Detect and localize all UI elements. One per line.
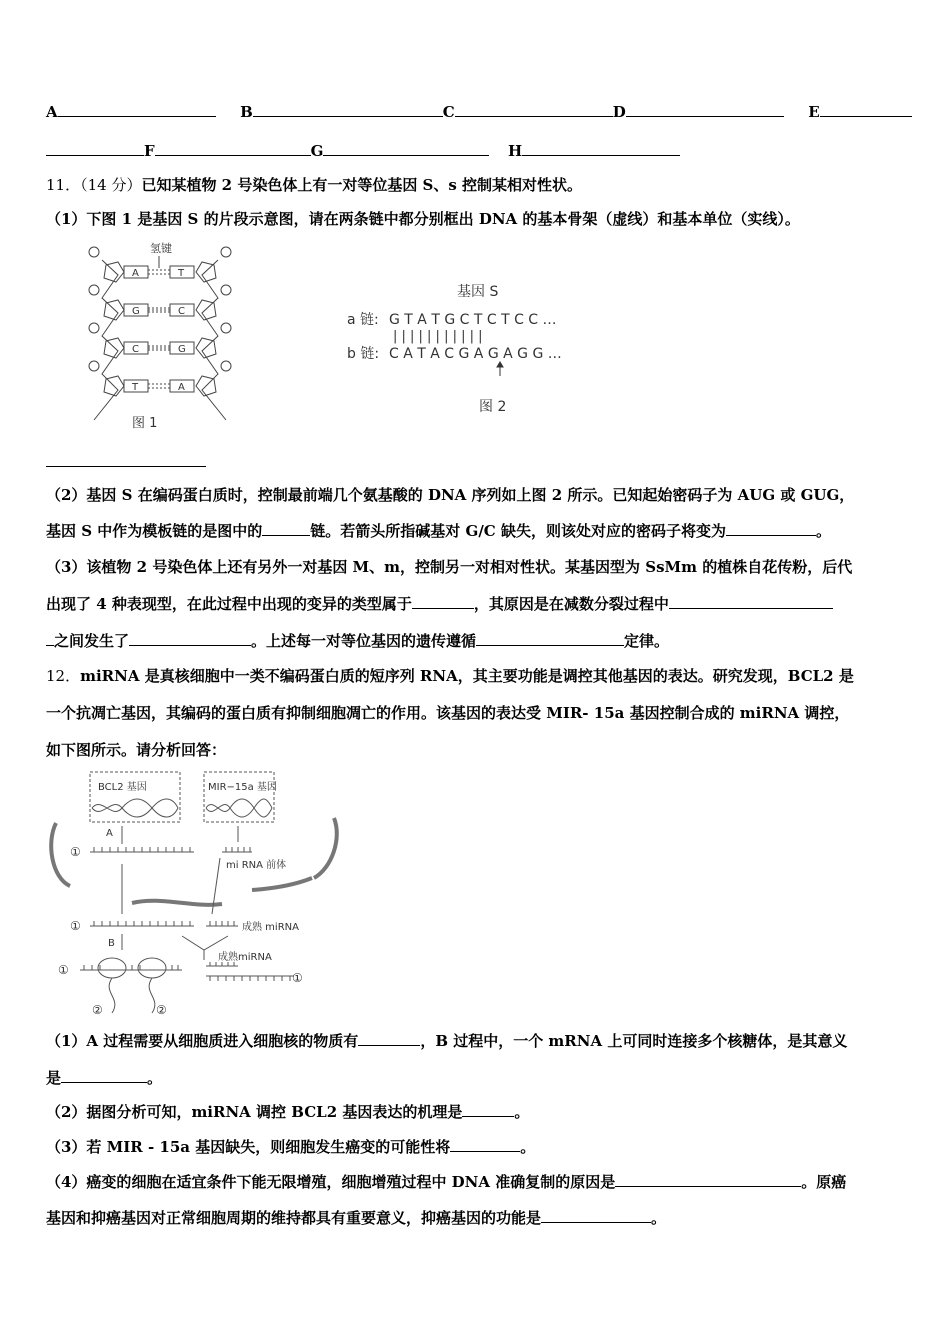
gene-s-sequence-figure-2 — [345, 280, 585, 420]
answer-blank[interactable] — [726, 521, 816, 536]
base-label: G — [178, 344, 186, 355]
marker-1: ① — [70, 919, 81, 933]
figure-1-caption: 图 1 — [132, 416, 158, 431]
answer-blank[interactable] — [262, 521, 310, 536]
q12-part1-line2: 是 。 — [46, 1069, 163, 1087]
b-chain-label: b 链: — [347, 346, 380, 362]
mature-mirna-label-2: 成熟miRNA — [218, 952, 272, 963]
answer-blank[interactable] — [46, 141, 144, 156]
blank-label-h: H — [507, 142, 523, 160]
blank-label-g: G — [310, 142, 324, 160]
q12-stem-line2: 一个抗凋亡基因，其编码的蛋白质有抑制细胞凋亡的作用。该基因的表达受 MIR- 15a 基因控制合成的 miRNA 调控， — [46, 704, 850, 722]
q11-part3-line3: 之间发生了 。上述每一对等位基因的遗传遵循 定律。 — [46, 631, 669, 651]
answer-blank[interactable] — [626, 102, 784, 117]
base-label: C — [178, 306, 185, 317]
base-label: A — [132, 268, 139, 279]
answer-blank[interactable] — [46, 452, 206, 467]
blank-label-e: E — [808, 103, 820, 121]
answer-blank[interactable] — [253, 102, 443, 117]
answer-blank[interactable] — [58, 102, 216, 117]
marker-1: ① — [292, 971, 303, 985]
blank-label-c: C — [442, 103, 455, 121]
marker-2: ② — [156, 1003, 167, 1017]
answer-blank[interactable] — [615, 1172, 801, 1187]
blank-label-a: A — [46, 103, 58, 121]
marker-1: ① — [58, 963, 69, 977]
q12-part4-line1: （4）癌变的细胞在适宜条件下能无限增殖，细胞增殖过程中 DNA 准确复制的原因是 。原癌 — [46, 1173, 847, 1191]
base-label: G — [132, 306, 140, 317]
q11-points: （14 分） — [80, 176, 142, 194]
a-chain-label: a 链: — [347, 312, 379, 328]
mirna-precursor-label: mi RNA 前体 — [226, 860, 287, 871]
base-label: T — [178, 268, 185, 279]
answer-blank[interactable] — [476, 631, 624, 646]
q11-part2-line1: （2）基因 S 在编码蛋白质时，控制最前端几个氨基酸的 DNA 序列如上图 2 所示。已知起始密码子为 AUG 或 GUG， — [46, 486, 855, 504]
answer-blank[interactable] — [46, 631, 54, 646]
mirna-regulation-figure — [42, 768, 342, 1018]
base-pair-bonds: | | | | | | | | | | | — [393, 329, 483, 344]
base-label: A — [178, 382, 185, 393]
answer-blank[interactable] — [323, 141, 489, 156]
q11-number: 11． — [46, 176, 81, 194]
blank-label-d: D — [612, 103, 626, 121]
answer-blank[interactable] — [129, 631, 251, 646]
answer-blank[interactable] — [541, 1208, 651, 1223]
q12-part2: （2）据图分析可知，miRNA 调控 BCL2 基因表达的机理是 。 — [46, 1103, 530, 1121]
bcl2-gene-label: BCL2 基因 — [98, 782, 147, 793]
figure-2-title: 基因 S — [457, 284, 499, 300]
q11-part1: （1）下图 1 是基因 S 的片段示意图，请在两条链中都分别框出 DNA 的基本骨架（虚线）和基本单位（实线）。 — [46, 210, 800, 228]
base-label: T — [132, 382, 139, 393]
marker-1: ① — [70, 845, 81, 859]
deletion-arrow — [497, 362, 503, 376]
answer-blank[interactable] — [358, 1031, 420, 1046]
blank-label-b: B — [240, 103, 253, 121]
answer-blank-row-2 — [46, 141, 680, 161]
q12-part3: （3）若 MIR - 15a 基因缺失，则细胞发生癌变的可能性将 。 — [46, 1138, 536, 1156]
answer-blank[interactable] — [522, 141, 680, 156]
answer-blank[interactable] — [669, 594, 833, 609]
figure-2-caption: 图 2 — [479, 399, 507, 415]
process-b-label: B — [108, 938, 115, 949]
answer-blank[interactable] — [820, 102, 912, 117]
a-chain-sequence: G T A T G C T C T C C … — [389, 312, 557, 328]
q11-part2-line2: 基因 S 中作为模板链的是图中的 链。若箭头所指碱基对 G/C 缺失，则该处对应的密码子将变为 。 — [46, 522, 831, 540]
answer-blank[interactable] — [462, 1102, 514, 1117]
mir15a-gene-label: MIR−15a 基因 — [208, 782, 277, 793]
blank-label-f: F — [144, 142, 155, 160]
q12-number: 12． — [46, 667, 81, 685]
q12-part1-line1: （1）A 过程需要从细胞质进入细胞核的物质有 ，B 过程中，一个 mRNA 上可同时连接多个核糖体，是其意义 — [46, 1032, 848, 1050]
answer-blank[interactable] — [412, 594, 474, 609]
answer-blank[interactable] — [455, 102, 613, 117]
q12-stem-line1: 12．miRNA 是真核细胞中一类不编码蛋白质的短序列 RNA，其主要功能是调控其他基因的表达。研究发现，BCL2 是 — [46, 667, 854, 685]
dna-fragment-figure-1 — [80, 240, 240, 435]
answer-blank-row-1 — [46, 102, 912, 122]
mature-mirna-label: 成熟 miRNA — [242, 922, 299, 933]
q11-stem: 11．（14 分）已知某植物 2 号染色体上有一对等位基因 S、s 控制某相对性状。 — [46, 176, 583, 194]
answer-blank[interactable] — [61, 1068, 147, 1083]
q12-stem-line3: 如下图所示。请分析回答： — [46, 741, 227, 759]
answer-blank[interactable] — [155, 141, 311, 156]
q11-part3-line1: （3）该植物 2 号染色体上还有另外一对基因 M、m，控制另一对相对性状。某基因型为 SsMm 的植株自花传粉，后代 — [46, 558, 853, 576]
answer-blank[interactable] — [450, 1137, 520, 1152]
b-chain-sequence: C A T A C G A G A G G … — [389, 346, 562, 362]
q11-part3-line2: 出现了 4 种表现型，在此过程中出现的变异的类型属于 ，其原因是在减数分裂过程中 — [46, 594, 833, 614]
q12-part4-line2: 基因和抑癌基因对正常细胞周期的维持都具有重要意义，抑癌基因的功能是 。 — [46, 1209, 667, 1227]
hydrogen-bond-label: 氢键 — [150, 242, 172, 255]
process-a-label: A — [106, 828, 113, 839]
marker-2: ② — [92, 1003, 103, 1017]
base-label: C — [132, 344, 139, 355]
